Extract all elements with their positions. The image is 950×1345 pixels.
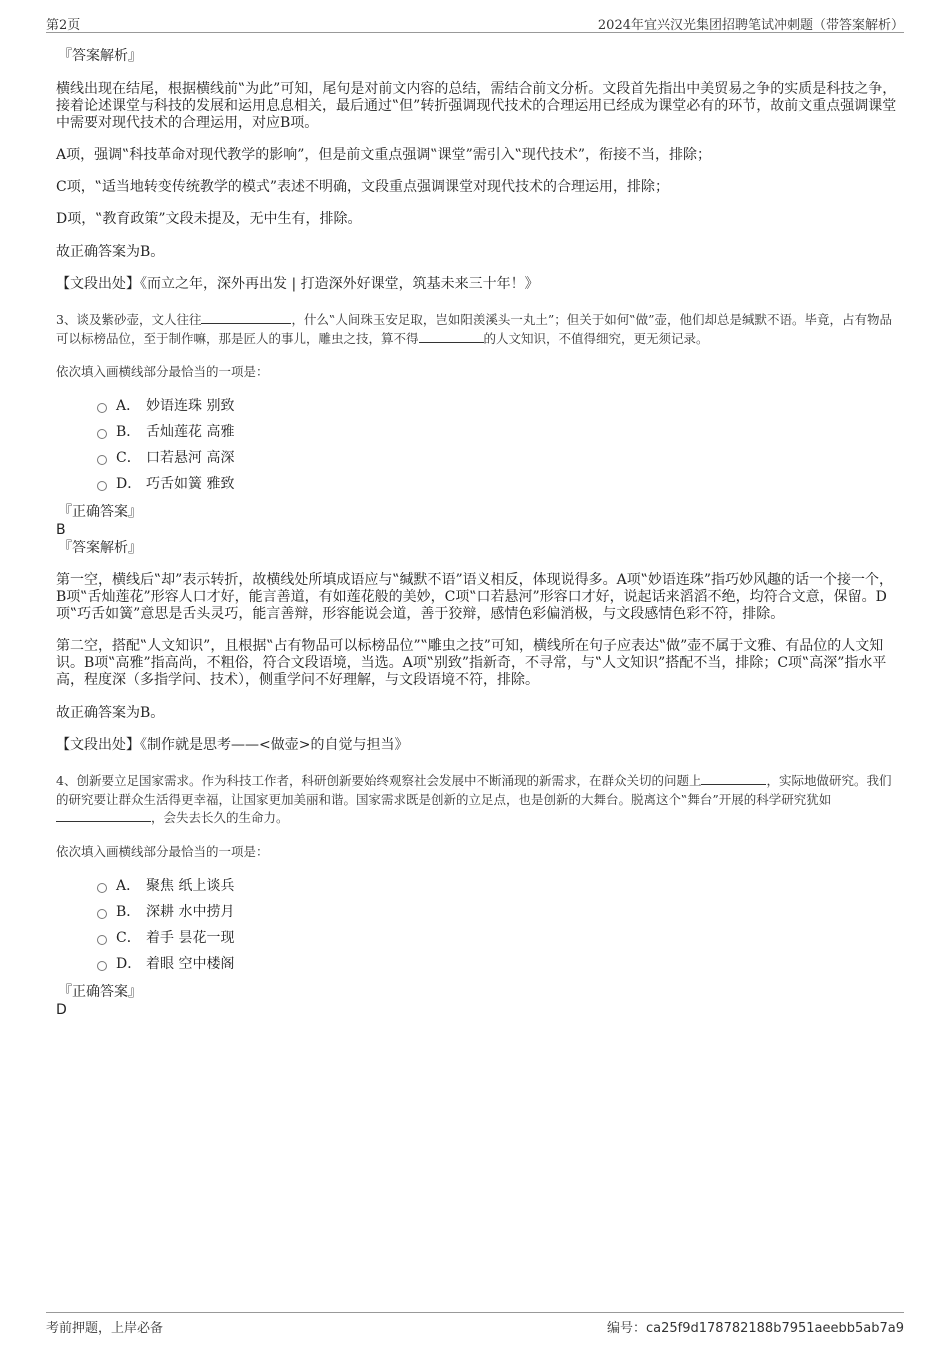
option-letter: C． — [116, 450, 141, 466]
question-prompt: 依次填入画横线部分最恰当的一项是： — [56, 364, 269, 379]
option-letter: B． — [116, 424, 141, 440]
correct-answer: B — [56, 522, 66, 538]
option-a[interactable] — [56, 396, 901, 422]
analysis-paragraph: D项，‟教育政策”文段未提及，无中生有，排除。 — [56, 211, 362, 227]
analysis-paragraph: A项，强调‟科技革命对现代教学的影响”，但是前文重点强调‟课堂”需引入‟现代技术”，衔接不当，排除； — [56, 147, 712, 163]
source-prefix: 【文段出处】 — [56, 276, 140, 292]
blank-line — [201, 311, 291, 324]
question-text: 的人文知识，不值得细究，更无须记录。 — [483, 330, 709, 346]
option-text: 深耕 水中捞月 — [146, 903, 235, 920]
conclusion: 故正确答案为B。 — [56, 244, 165, 260]
option-b[interactable] — [56, 422, 901, 448]
analysis-paragraph: 第一空，横线后‟却”表示转折，故横线处所填成语应与‟缄默不语”语义相反，体现说得多。A项‟妙语连珠”指巧妙风趣的话一个接一个，B项‟舌灿莲花”形容人口才好，能言善道，有如莲花般的美妙，C项‟口若悬河”形容口才好，说起话来滔滔不绝，均符合文意，保留。D项‟巧舌如簧”意思是舌头灵巧，能言善辩，形容能说会道，善于狡辩，感情色彩偏消极，与文段感情色彩不符，排除。 — [56, 572, 894, 622]
option-letter: A． — [116, 398, 141, 414]
option-a[interactable] — [56, 876, 901, 902]
code-value: ca25f9d178782188b7951aeebb5ab7a9 — [646, 1321, 904, 1336]
document-code — [607, 1317, 904, 1336]
correct-answer-label: 『正确答案』 — [58, 983, 142, 1000]
analysis-paragraph: C项，‟适当地转变传统教学的模式”表述不明确，文段重点强调课堂对现代技术的合理运用，排除； — [56, 179, 670, 195]
page-footer — [46, 1312, 904, 1336]
option-d[interactable] — [56, 474, 901, 500]
question-prompt: 依次填入画横线部分最恰当的一项是： — [56, 843, 269, 859]
question-text: 4、创新要立足国家需求。作为科技工作者，科研创新要始终观察社会发展中不断涌现的新需求，在群众关切的问题上 — [56, 773, 702, 788]
options-list — [56, 876, 901, 980]
analysis-label: 『答案解析』 — [58, 540, 142, 556]
question-text: 3、谈及紫砂壶，文人往往 — [56, 312, 202, 327]
option-letter: B． — [116, 903, 141, 920]
option-letter: A． — [116, 877, 141, 894]
option-d[interactable] — [56, 954, 901, 980]
radio-icon[interactable] — [97, 935, 107, 945]
page-header — [46, 12, 904, 33]
radio-icon[interactable] — [97, 961, 107, 971]
radio-icon[interactable] — [97, 455, 107, 465]
option-b[interactable] — [56, 902, 901, 928]
radio-icon[interactable] — [97, 429, 107, 439]
option-text: 巧舌如簧 雅致 — [146, 476, 235, 492]
question-4 — [56, 772, 901, 828]
analysis-label: 『答案解析』 — [58, 48, 142, 64]
question-text: ，实际地做研究。我们的研究要让群众生活得更幸福，让国家更加美丽和谐。国家需求既是创新的立足点，也是创新的大舞台。脱离这个‟舞台”开展的科学研究犹如 — [56, 773, 892, 807]
option-c[interactable] — [56, 448, 901, 474]
option-text: 着手 昙花一现 — [146, 929, 235, 946]
source-title: 《而立之年，深外再出发 | 打造深外好课堂，筑基未来三十年！》 — [140, 276, 539, 292]
option-text: 口若悬河 高深 — [146, 450, 235, 466]
page-number: 第2页 — [46, 18, 81, 33]
source-line — [56, 275, 901, 293]
option-text: 着眼 空中楼阁 — [146, 955, 235, 972]
correct-answer: D — [56, 1001, 67, 1018]
analysis-paragraph: 第二空，搭配‟人文知识”，且根据‟占有物品可以标榜品位”‟雕虫之技”可知，横线所在句子应表达‟做”壶不属于文雅、有品位的人文知识。B项‟高雅”指高尚，不粗俗，符合文段语境，当选。A项‟别致”指新奇，不寻常，与‟人文知识”搭配不当，排除；C项‟高深”指水平高，程度深（多指学问、技术），侧重学问不好理解，与文段语境不符，排除。 — [56, 638, 887, 688]
source-line — [56, 736, 901, 754]
radio-icon[interactable] — [97, 403, 107, 413]
option-letter: D． — [116, 955, 142, 972]
analysis-paragraph: 横线出现在结尾，根据横线前‟为此”可知，尾句是对前文内容的总结，需结合前文分析。文段首先指出中美贸易之争的实质是科技之争，接着论述课堂与科技的发展和运用息息相关，最后通过‟但”转折强调现代技术的合理运用已经成为课堂必有的环节，故前文重点强调课堂中需要对现代技术的合理运用，对应B项。 — [56, 81, 897, 131]
option-text: 舌灿莲花 高雅 — [146, 424, 235, 440]
question-text: ，会失去长久的生命力。 — [151, 810, 289, 825]
page-content — [56, 46, 901, 1018]
radio-icon[interactable] — [97, 481, 107, 491]
option-text: 聚焦 纸上谈兵 — [146, 877, 235, 894]
question-text: ，什么‟人间珠玉安足取，岂如阳羡溪头一丸土”；但关于如何‟做”壶，他们却总是缄默不语。毕竟，占有物品可以标榜品位，至于制作嘛，那是匠人的事儿，雕虫之技，算不得 — [56, 312, 893, 346]
question-3 — [56, 311, 901, 348]
code-label: 编号： — [606, 1321, 646, 1336]
conclusion: 故正确答案为B。 — [56, 705, 165, 721]
source-prefix: 【文段出处】 — [56, 737, 140, 753]
radio-icon[interactable] — [97, 909, 107, 919]
option-c[interactable] — [56, 928, 901, 954]
option-letter: C． — [116, 929, 141, 946]
options-list — [56, 396, 901, 500]
blank-line — [701, 772, 766, 785]
option-letter: D． — [116, 476, 142, 492]
footer-slogan: 考前押题，上岸必备 — [46, 1321, 164, 1336]
option-text: 妙语连珠 别致 — [146, 398, 235, 414]
document-title: 2024年宜兴汉光集团招聘笔试冲刺题（带答案解析） — [597, 18, 904, 33]
blank-line — [56, 809, 151, 822]
correct-answer-label: 『正确答案』 — [58, 504, 142, 520]
source-title: 《制作就是思考——<做壶>的自觉与担当》 — [140, 737, 409, 753]
radio-icon[interactable] — [97, 883, 107, 893]
blank-line — [419, 330, 484, 343]
